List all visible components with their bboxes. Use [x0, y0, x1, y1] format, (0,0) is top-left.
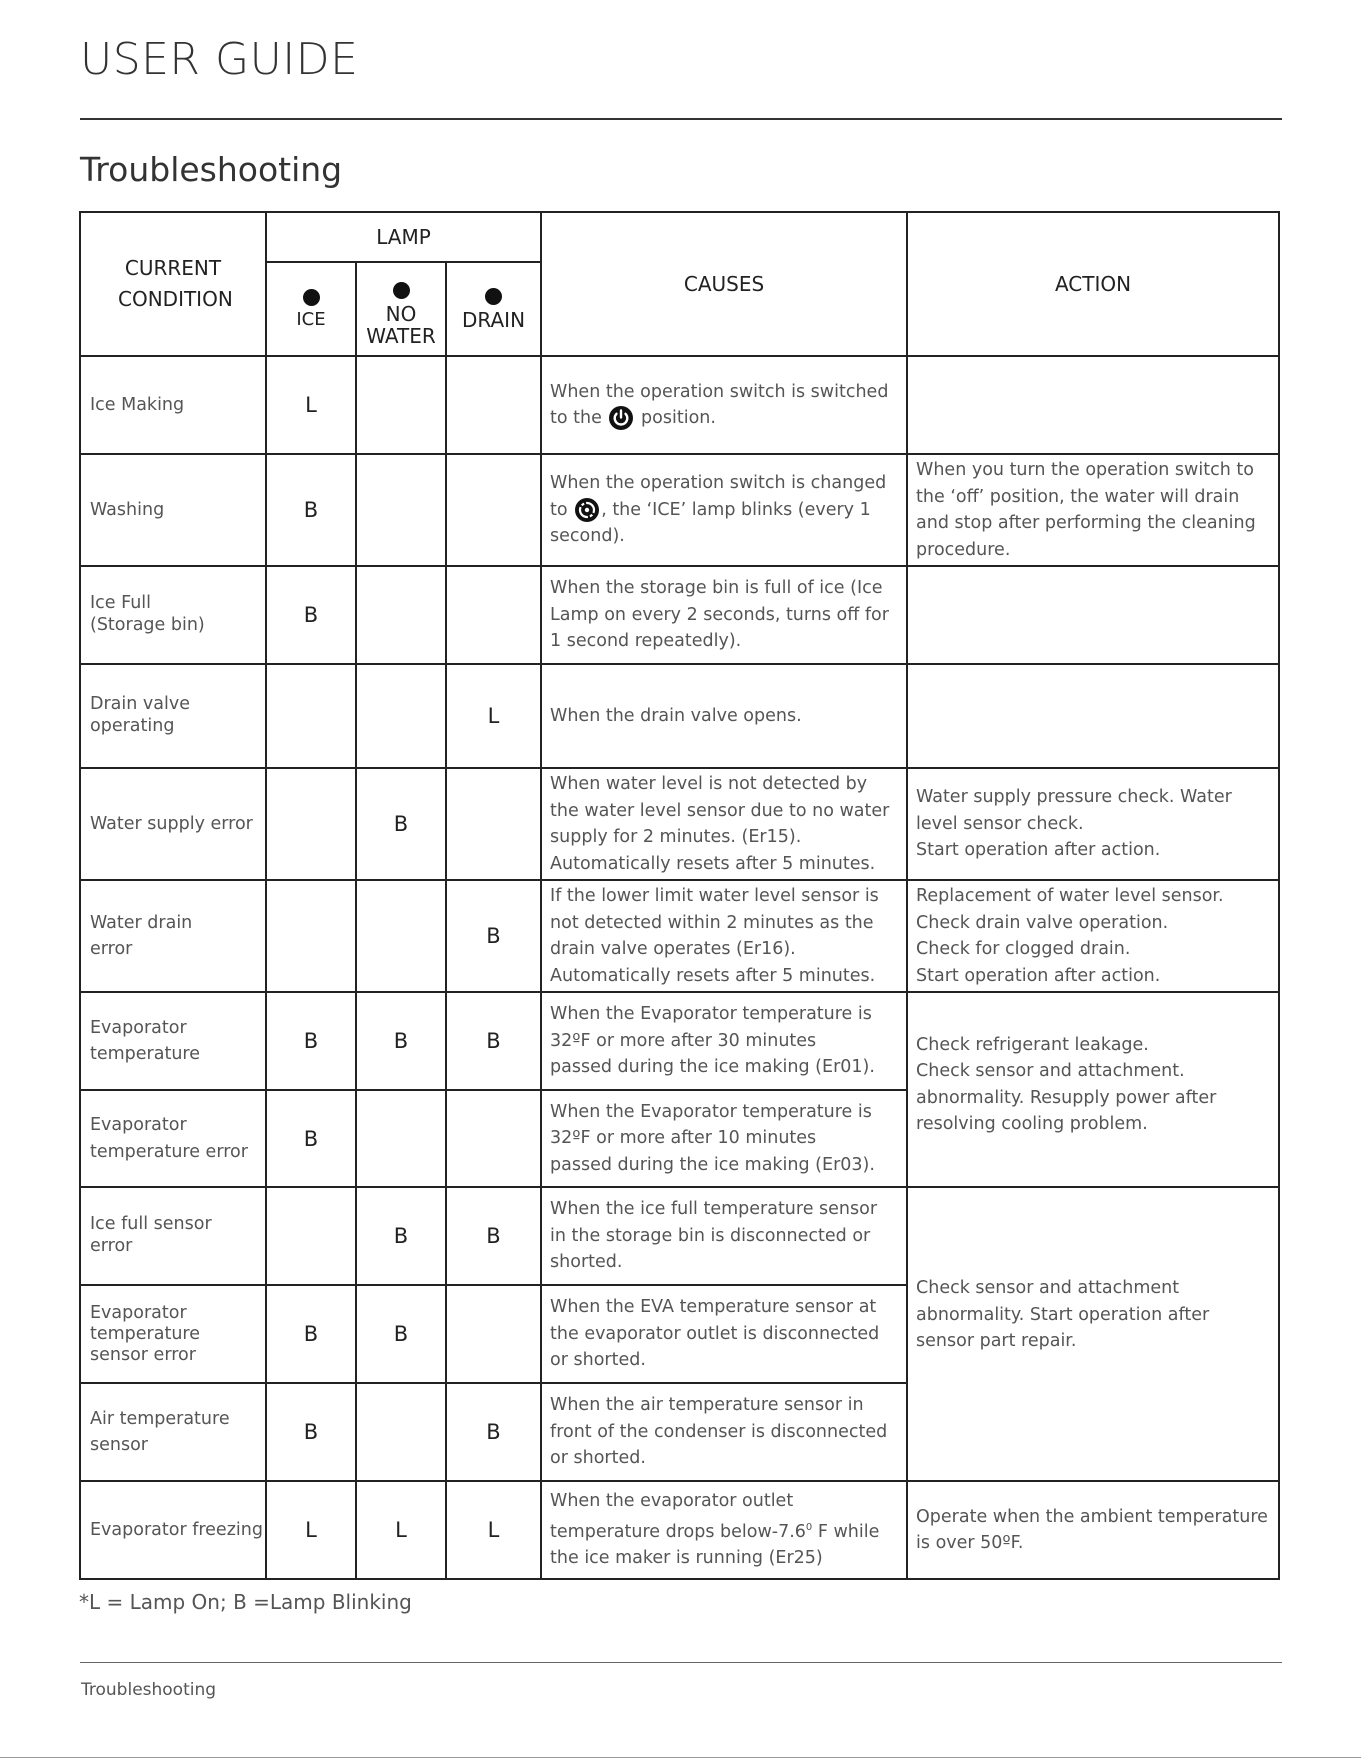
header-lamp-drain-label: DRAIN	[462, 307, 526, 332]
action-cell: When you turn the operation switch to the ‘off’ position, the water will drain and stop after performing the cleaning procedure.	[907, 454, 1279, 566]
lamp-ice-cell: B	[266, 1383, 356, 1481]
lamp-drain-cell	[446, 1285, 541, 1383]
lamp-ice-cell: B	[266, 566, 356, 664]
lamp-ice-cell: B	[266, 1090, 356, 1187]
cause-text-after: F while the ice maker is running (Er25)	[550, 1521, 880, 1569]
header-lamp: LAMP	[266, 212, 541, 262]
lamp-drain-cell: B	[446, 992, 541, 1090]
wash-cycle-icon	[574, 497, 600, 523]
action-cell	[907, 664, 1279, 768]
table-row	[80, 1187, 1279, 1285]
lamp-ice-cell	[266, 664, 356, 768]
lamp-ice-cell	[266, 880, 356, 992]
cause-cell: When the storage bin is full of ice (Ice Lamp on every 2 seconds, turns off for 1 second repeatedly).	[541, 566, 907, 664]
lamp-no-water-cell: B	[356, 992, 446, 1090]
table-row	[80, 1481, 1279, 1579]
lamp-indicator-icon	[485, 288, 502, 305]
lamp-drain-cell: B	[446, 1187, 541, 1285]
action-cell	[907, 566, 1279, 664]
page-edge-line	[0, 1757, 1361, 1758]
condition-cell: Evaporator temperature	[80, 992, 266, 1090]
lamp-drain-cell	[446, 454, 541, 566]
condition-cell: Ice Making	[80, 356, 266, 454]
action-cell	[907, 356, 1279, 454]
table-row	[80, 768, 1279, 880]
cause-cell	[541, 1481, 907, 1579]
lamp-ice-cell: L	[266, 1481, 356, 1579]
cause-superscript: 0	[805, 1521, 813, 1533]
lamp-drain-cell	[446, 768, 541, 880]
table-row	[80, 454, 1279, 566]
lamp-indicator-icon	[393, 282, 410, 299]
lamp-no-water-cell	[356, 454, 446, 566]
lamp-no-water-cell: B	[356, 1285, 446, 1383]
cause-cell: When the Evaporator temperature is 32ºF or more after 10 minutes passed during the ice making (Er03).	[541, 1090, 907, 1187]
cause-text: When the operation switch is changed to	[550, 473, 887, 520]
action-cell: Replacement of water level sensor. Check drain valve operation. Check for clogged drain. Start operation after action.	[907, 880, 1279, 992]
cause-text: When the operation switch is switched to the	[550, 381, 889, 428]
cause-text-after: , the ‘ICE’ lamp blinks (every 1 second).	[550, 499, 871, 547]
troubleshooting-table	[79, 211, 1280, 1580]
condition-cell: Evaporator freezing	[80, 1481, 266, 1579]
header-lamp-no-water	[356, 262, 446, 356]
action-cell: Operate when the ambient temperature is over 50ºF.	[907, 1481, 1279, 1579]
header-lamp-no-water-label: NO WATER	[366, 301, 436, 348]
condition-cell: Evaporator temperature error	[80, 1090, 266, 1187]
lamp-drain-cell: B	[446, 1383, 541, 1481]
condition-cell: Evaporator temperature sensor error	[80, 1285, 266, 1383]
lamp-no-water-cell: B	[356, 768, 446, 880]
header-condition-label: CURRENT CONDITION	[118, 256, 233, 311]
lamp-drain-cell: L	[446, 1481, 541, 1579]
condition-cell: Water drain error	[80, 880, 266, 992]
lamp-ice-cell: B	[266, 992, 356, 1090]
lamp-no-water-cell	[356, 1090, 446, 1187]
cause-text-after: position.	[641, 408, 716, 428]
page-title: USER GUIDE	[80, 34, 359, 85]
power-icon	[608, 405, 634, 431]
action-cell: Water supply pressure check. Water level sensor check. Start operation after action.	[907, 768, 1279, 880]
lamp-legend-footnote: *L = Lamp On; B =Lamp Blinking	[79, 1590, 412, 1614]
table-row	[80, 356, 1279, 454]
cause-text: When the evaporator outlet temperature drops below-7.6	[550, 1491, 806, 1542]
action-cell: Check sensor and attachment abnormality. Start operation after sensor part repair.	[907, 1187, 1279, 1481]
condition-cell: Air temperature sensor	[80, 1383, 266, 1481]
condition-cell: Drain valve operating	[80, 664, 266, 768]
lamp-no-water-cell	[356, 356, 446, 454]
section-title: Troubleshooting	[80, 150, 343, 189]
cause-cell	[541, 454, 907, 566]
condition-cell: Water supply error	[80, 768, 266, 880]
table-row	[80, 566, 1279, 664]
cause-cell	[541, 356, 907, 454]
cause-cell: When the drain valve opens.	[541, 664, 907, 768]
cause-cell: When the air temperature sensor in front of the condenser is disconnected or shorted.	[541, 1383, 907, 1481]
lamp-drain-cell	[446, 1090, 541, 1187]
footer-section-label: Troubleshooting	[81, 1680, 217, 1700]
lamp-drain-cell	[446, 566, 541, 664]
table-row	[80, 880, 1279, 992]
footer-divider	[80, 1662, 1282, 1663]
action-cell: Check refrigerant leakage. Check sensor and attachment. abnormality. Resupply power after resolving cooling problem.	[907, 992, 1279, 1187]
table-row	[80, 992, 1279, 1090]
header-action: ACTION	[907, 212, 1279, 356]
cause-cell: When the ice full temperature sensor in the storage bin is disconnected or shorted.	[541, 1187, 907, 1285]
condition-cell: Ice full sensor error	[80, 1187, 266, 1285]
header-causes: CAUSES	[541, 212, 907, 356]
lamp-drain-cell: B	[446, 880, 541, 992]
header-lamp-drain	[446, 262, 541, 356]
header-divider	[80, 118, 1282, 120]
lamp-ice-cell	[266, 1187, 356, 1285]
lamp-ice-cell: L	[266, 356, 356, 454]
lamp-no-water-cell	[356, 1383, 446, 1481]
header-current-condition	[80, 212, 266, 356]
cause-cell: When the EVA temperature sensor at the evaporator outlet is disconnected or shorted.	[541, 1285, 907, 1383]
lamp-indicator-icon	[303, 289, 320, 306]
header-lamp-ice	[266, 262, 356, 356]
lamp-ice-cell	[266, 768, 356, 880]
lamp-no-water-cell	[356, 664, 446, 768]
table-row	[80, 664, 1279, 768]
condition-cell: Washing	[80, 454, 266, 566]
lamp-ice-cell: B	[266, 1285, 356, 1383]
header-lamp-ice-label: ICE	[296, 308, 326, 330]
lamp-drain-cell	[446, 356, 541, 454]
cause-cell: When the Evaporator temperature is 32ºF or more after 30 minutes passed during the ice making (Er01).	[541, 992, 907, 1090]
lamp-no-water-cell	[356, 880, 446, 992]
condition-cell: Ice Full (Storage bin)	[80, 566, 266, 664]
lamp-no-water-cell	[356, 566, 446, 664]
cause-cell: When water level is not detected by the water level sensor due to no water supply for 2 minutes. (Er15). Automatically resets after 5 minutes.	[541, 768, 907, 880]
lamp-no-water-cell: L	[356, 1481, 446, 1579]
lamp-no-water-cell: B	[356, 1187, 446, 1285]
lamp-drain-cell: L	[446, 664, 541, 768]
cause-cell: If the lower limit water level sensor is not detected within 2 minutes as the drain valve operates (Er16). Automatically resets after 5 minutes.	[541, 880, 907, 992]
lamp-ice-cell: B	[266, 454, 356, 566]
